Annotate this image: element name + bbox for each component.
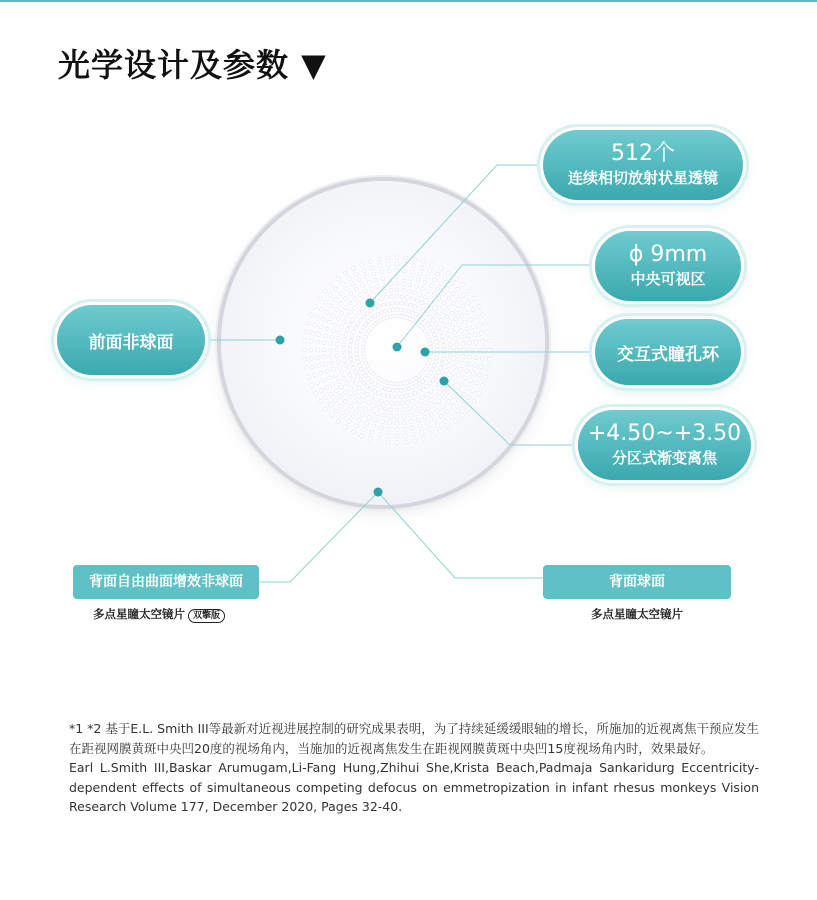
pupil-ring-label	[595, 319, 741, 385]
central-zone-desc: 中央可视区	[630, 270, 706, 288]
callout-line-focus	[444, 381, 578, 445]
callout-line-back-sph	[378, 492, 543, 578]
left-caption-text: 多点星瞳太空镜片	[93, 607, 185, 621]
front-aspheric-label	[57, 305, 205, 375]
footnotes	[69, 719, 759, 817]
right-caption: 多点星瞳太空镜片	[591, 607, 683, 621]
defocus-desc: 分区式渐变离焦	[611, 449, 717, 467]
page-title-text: 光学设计及参数	[58, 46, 290, 84]
callout-dot-back	[374, 488, 383, 497]
back-freeform-button[interactable]: 背面自由曲面增效非球面	[73, 565, 259, 599]
back-spherical-button[interactable]: 背面球面	[543, 565, 731, 599]
callout-dot-ring	[421, 348, 430, 357]
callout-line-back-free	[259, 492, 378, 582]
dropdown-arrow-icon[interactable]: ▼	[301, 46, 327, 84]
central-zone-size: ϕ 9mm	[628, 242, 708, 267]
pupil-ring-text: 交互式瞳孔环	[617, 344, 719, 365]
callout-line-512	[370, 165, 543, 303]
callout-dot-front	[276, 336, 285, 345]
callout-dot-focus	[440, 377, 449, 386]
left-caption	[93, 606, 225, 623]
lenslets-count: 512个	[611, 141, 675, 166]
dual-engine-badge: 双擎版	[188, 609, 225, 623]
defocus-label	[578, 410, 751, 480]
footnote-cn: *1 *2 基于E.L. Smith III等最新对近视进展控制的研究成果表明，为了持续延缓缓眼轴的增长，所施加的近视离焦干预应发生在距视网膜黄斑中央凹20度的视场角内，当施加的近视离焦发生在距视网膜黄斑中央凹15度视场角内时，效果最好。	[69, 721, 759, 756]
callout-dot-512	[366, 299, 375, 308]
lenslets-label	[543, 130, 743, 200]
callout-line-9mm	[397, 265, 595, 347]
lenslets-desc: 连续相切放射状星透镜	[567, 169, 718, 187]
callout-dot-9mm	[393, 343, 402, 352]
front-aspheric-text: 前面非球面	[88, 332, 174, 353]
footnote-ref: Earl L.Smith III,Baskar Arumugam,Li-Fang Hung,Zhihui She,Krista Beach,Padmaja Sankaridurg Eccentricity-dependent effects of simultaneous competing defocus on emmetropization in infant rhesus monkeys Vision Research Volume 177, December 2020, Pages 32-40.	[69, 760, 759, 814]
defocus-range: +4.50~+3.50	[587, 421, 742, 446]
central-zone-label	[595, 231, 741, 301]
